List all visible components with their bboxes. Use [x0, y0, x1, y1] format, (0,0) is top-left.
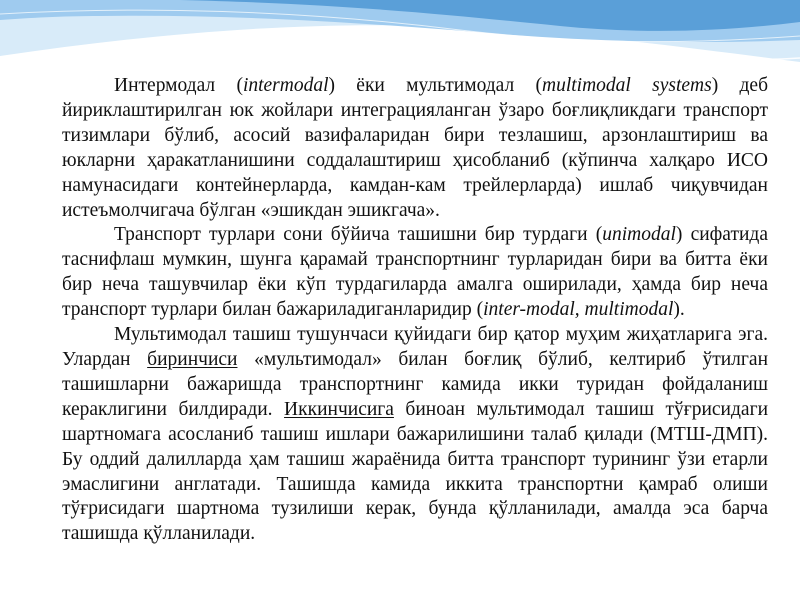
text-run: ) деб йириклаштирилган юк жойлари интеграцияланган ўзаро боғлиқликдаги транспорт тизимлари бўлиб, асосий вазифаларидан бири тезлашиш, арзонлаштириш ва юкларни ҳаракатланишини соддалаштириш ҳисобланиб (кўпинча халқаро ИСО намунасидаги контейнерларда, камдан-кам трейлерларда) ишлаб чиқувчидан истеъмолчигача бўлган «эшикдан эшикгача». — [62, 75, 768, 221]
text-run: Интермодал ( — [114, 75, 243, 96]
underlined-term: биринчиси — [147, 348, 238, 370]
italic-term: intermodal — [242, 75, 329, 96]
paragraph-1 — [62, 74, 768, 223]
text-run: ) сифатида таснифлаш мумкин, шунга қарамай транспортнинг турларидан бири ва битта ёки бир неча ташувчилар ёки кўп турдагиларда амалга оширилади, ҳамда бир неча транспорт турлари билан бажариладиганларидир ( — [62, 224, 768, 321]
italic-term: multimodal systems — [542, 75, 712, 96]
underlined-term: Иккинчисига — [284, 398, 394, 420]
italic-term: inter-modal, multimodal — [483, 299, 674, 321]
text-run: ). — [673, 299, 685, 321]
header-wave-decoration — [0, 0, 800, 80]
text-run: «мультимодал» билан боғлиқ бўлиб, келтириб ўтилган ташишларни бажаришда транспортнинг камида икки туридан фойдаланиш кераклигини билдиради. — [62, 348, 769, 420]
paragraph-2 — [62, 223, 768, 323]
paragraph-3 — [62, 323, 768, 547]
italic-term: unimodal — [602, 224, 676, 246]
text-run: биноан мультимодал ташиш тўғрисидаги шартномага асосланиб ташиш ишлари бажарилишини талаб қилади (МТШ-ДМП). Бу оддий далилларда ҳам ташиш жараёнида битта транспорт турининг ўзи етарли эмаслигини англатади. Ташишда камида иккита транспортни қамраб олиши тўғрисидаги шартнома тузилиши керак, бунда қўлланилади, амалда эса барча ташишда қўлланилади. — [62, 398, 769, 545]
text-run: Мультимодал ташиш тушунчаси қуйидаги бир қатор муҳим жиҳатларига эга. Улардан — [62, 324, 768, 370]
body-text — [62, 74, 768, 547]
text-run: Транспорт турлари сони бўйича ташишни бир турдаги ( — [114, 224, 603, 246]
text-run: ) ёки мультимодал ( — [328, 75, 543, 96]
